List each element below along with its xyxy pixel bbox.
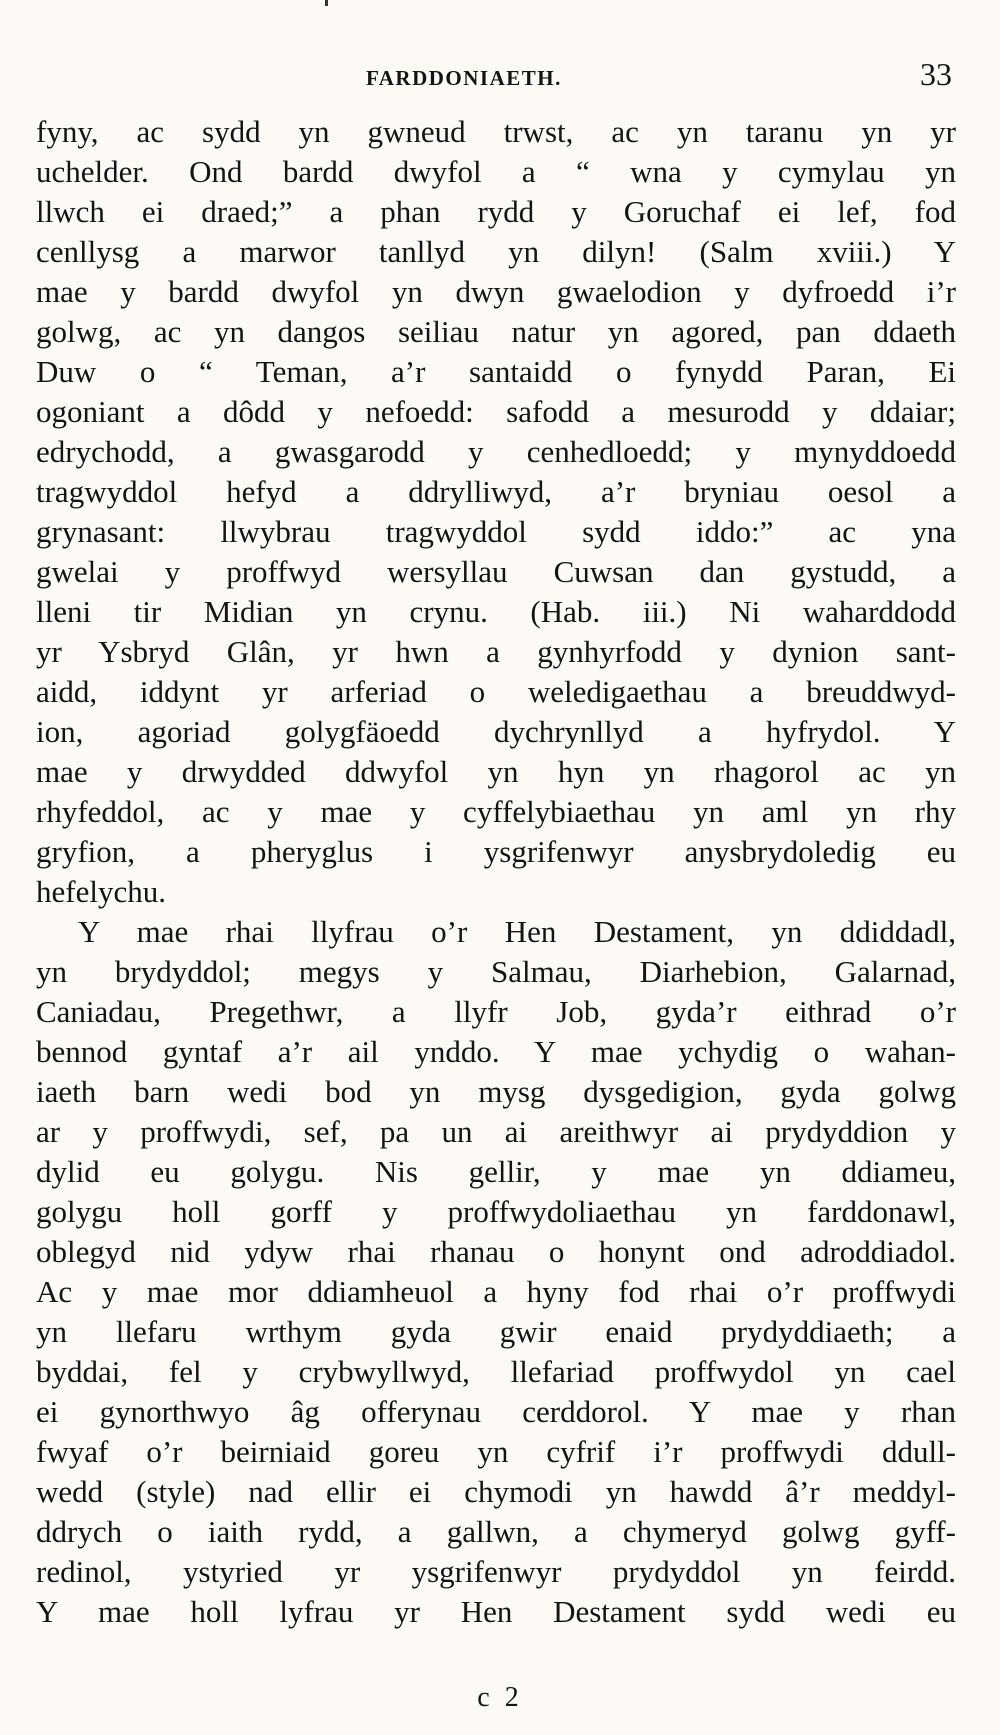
signature-mark: c 2 (477, 1682, 523, 1713)
text-line: ddrych o iaith rydd, a gallwn, a chymeryd golwg gyff- (36, 1514, 956, 1549)
text-line: Ac y mae mor ddiamheuol a hyny fod rhai o’r proffwydi (36, 1274, 956, 1309)
text-line: bennod gyntaf a’r ail ynddo. Y mae ychydig o wahan- (36, 1034, 956, 1069)
text-line: mae y drwydded ddwyfol yn hyn yn rhagorol ac yn (36, 754, 956, 789)
text-line: llwch ei draed;” a phan rydd y Goruchaf ei lef, fod (36, 194, 956, 229)
text-line: ogoniant a dôdd y nefoedd: safodd a mesurodd y ddaiar; (36, 394, 956, 429)
ink-speck (325, 0, 328, 6)
text-line: fyny, ac sydd yn gwneud trwst, ac yn taranu yn yr (36, 114, 956, 149)
text-line: Y mae holl lyfrau yr Hen Destament sydd wedi eu (36, 1594, 956, 1629)
text-line: lleni tir Midian yn crynu. (Hab. iii.) Ni waharddodd (36, 594, 956, 629)
body-text (36, 112, 956, 1632)
text-line: fwyaf o’r beirniaid goreu yn cyfrif i’r proffwydi ddull- (36, 1434, 956, 1469)
text-line: wedd (style) nad ellir ei chymodi yn hawdd â’r meddyl- (36, 1474, 956, 1509)
text-line: gryfion, a pheryglus i ysgrifenwyr anysbrydoledig eu (36, 834, 956, 869)
page-number: 33 (920, 56, 952, 92)
text-line: golygu holl gorff y proffwydoliaethau yn farddonawl, (36, 1194, 956, 1229)
text-line: byddai, fel y crybwyllwyd, llefariad proffwydol yn cael (36, 1354, 956, 1389)
text-line: golwg, ac yn dangos seiliau natur yn agored, pan ddaeth (36, 314, 956, 349)
text-line: ion, agoriad golygfäoedd dychrynllyd a hyfrydol. Y (36, 714, 956, 749)
text-line: gwelai y proffwyd wersyllau Cuwsan dan gystudd, a (36, 554, 956, 589)
text-line: Duw o “ Teman, a’r santaidd o fynydd Paran, Ei (36, 354, 956, 389)
text-line: Y mae rhai llyfrau o’r Hen Destament, yn ddiddadl, (78, 914, 956, 949)
text-line: hefelychu. (36, 874, 166, 909)
text-line: cenllysg a marwor tanllyd yn dilyn! (Salm xviii.) Y (36, 234, 956, 269)
text-line: tragwyddol hefyd a ddrylliwyd, a’r bryniau oesol a (36, 474, 956, 509)
text-line: uchelder. Ond bardd dwyfol a “ wna y cymylau yn (36, 154, 956, 189)
text-line: aidd, iddynt yr arferiad o weledigaethau a breuddwyd- (36, 674, 956, 709)
text-line: ar y proffwydi, sef, pa un ai areithwyr ai prydyddion y (36, 1114, 956, 1149)
running-head (36, 56, 956, 96)
text-line: ei gynorthwyo âg offerynau cerddorol. Y mae y rhan (36, 1394, 956, 1429)
text-line: grynasant: llwybrau tragwyddol sydd iddo:” ac yna (36, 514, 956, 549)
text-line: rhyfeddol, ac y mae y cyffelybiaethau yn aml yn rhy (36, 794, 956, 829)
text-line: mae y bardd dwyfol yn dwyn gwaelodion y dyfroedd i’r (36, 274, 956, 309)
text-line: dylid eu golygu. Nis gellir, y mae yn ddiameu, (36, 1154, 956, 1189)
text-line: oblegyd nid ydyw rhai rhanau o honynt ond adroddiadol. (36, 1234, 956, 1269)
text-line: iaeth barn wedi bod yn mysg dysgedigion, gyda golwg (36, 1074, 956, 1109)
text-line: yr Ysbryd Glân, yr hwn a gynhyrfodd y dynion sant- (36, 634, 956, 669)
running-title: FARDDONIAETH. (366, 66, 562, 90)
text-line: yn brydyddol; megys y Salmau, Diarhebion, Galarnad, (36, 954, 956, 989)
text-line: redinol, ystyried yr ysgrifenwyr prydyddol yn feirdd. (36, 1554, 956, 1589)
text-line: edrychodd, a gwasgarodd y cenhedloedd; y mynyddoedd (36, 434, 956, 469)
text-line: Caniadau, Pregethwr, a llyfr Job, gyda’r eithrad o’r (36, 994, 956, 1029)
text-line: yn llefaru wrthym gyda gwir enaid prydyddiaeth; a (36, 1314, 956, 1349)
